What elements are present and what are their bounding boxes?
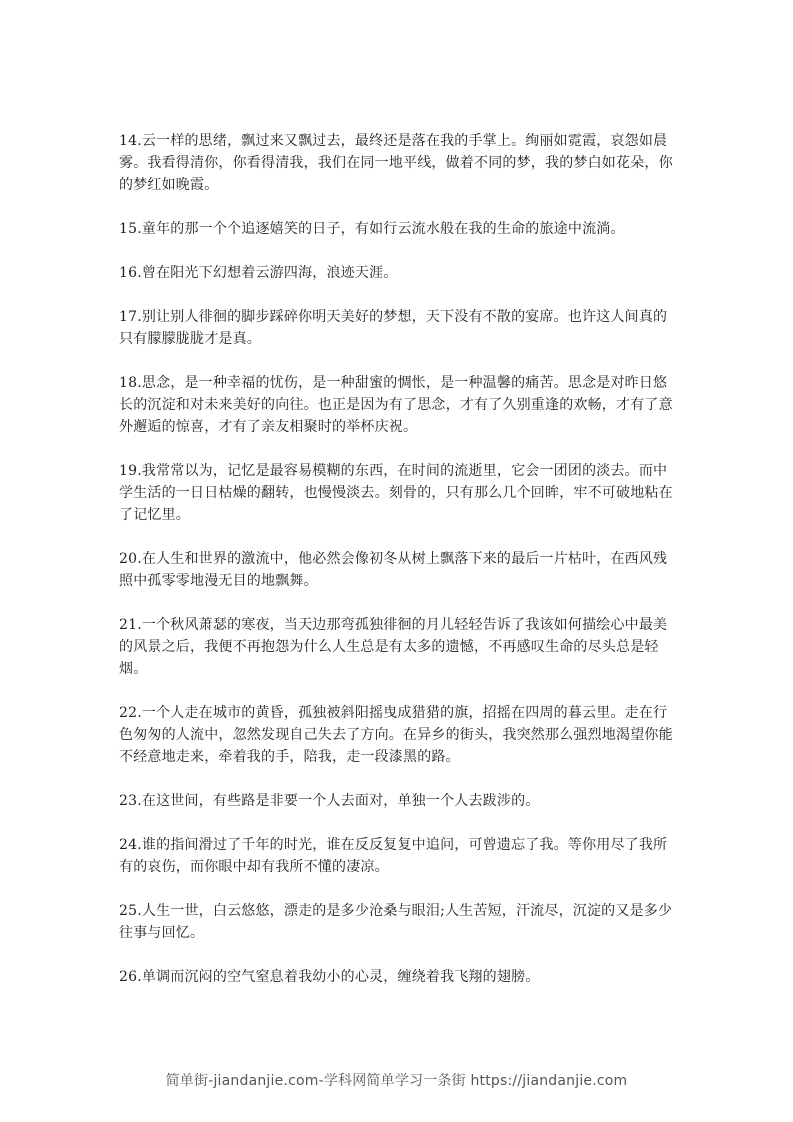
paragraph-19: 19.我常常以为，记忆是最容易模糊的东西，在时间的流逝里，它会一团团的淡去。而中学生活的一日日枯燥的翻转，也慢慢淡去。刻骨的，只有那么几个回眸，牢不可破地粘在了记忆里。 [119, 463, 673, 523]
paragraph-21: 21.一个秋风萧瑟的寒夜，当天边那弯孤独徘徊的月儿轻轻告诉了我该如何描绘心中最美的风景之后，我便不再抱怨为什么人生总是有太多的遗憾，不再感叹生命的尽头总是轻烟。 [119, 617, 668, 677]
paragraph-18: 18.思念，是一种幸福的忧伤，是一种甜蜜的惆怅，是一种温馨的痛苦。思念是对昨日悠长的沉淀和对未来美好的向往。也正是因为有了思念，才有了久别重逢的欢畅，才有了意外邂逅的惊喜，才有了亲友相聚时的举杯庆祝。 [119, 375, 673, 435]
paragraph-14: 14.云一样的思绪，飘过来又飘过去，最终还是落在我的手掌上。绚丽如霓霞，哀怨如晨雾。我看得清你，你看得清我，我们在同一地平线，做着不同的梦，我的梦白如花朵，你的梦红如晚霞。 [119, 133, 673, 193]
paragraph-25: 25.人生一世，白云悠悠，漂走的是多少沧桑与眼泪;人生苦短，汗流尽，沉淀的又是多少往事与回忆。 [119, 903, 673, 941]
paragraph-26: 26.单调而沉闷的空气窒息着我幼小的心灵，缠绕着我飞翔的翅膀。 [119, 969, 540, 985]
paragraph-22: 22.一个人走在城市的黄昏，孤独被斜阳摇曳成猎猎的旗，招摇在四周的暮云里。走在行色匆匆的人流中，忽然发现自己失去了方向。在异乡的街头，我突然那么强烈地渴望你能不经意地走来，牵着我的手，陪我，走一段漆黑的路。 [119, 705, 673, 765]
paragraph-24: 24.谁的指间滑过了千年的时光，谁在反反复复中追问，可曾遗忘了我。等你用尽了我所有的哀伤，而你眼中却有我所不懂的凄凉。 [119, 837, 668, 875]
document-body [119, 130, 679, 1010]
paragraph-23: 23.在这世间，有些路是非要一个人去面对，单独一个人去跋涉的。 [119, 793, 540, 809]
paragraph-15: 15.童年的那一个个追逐嬉笑的日子，有如行云流水般在我的生命的旅途中流淌。 [119, 221, 625, 237]
page-footer: 简单街-jiandanjie.com-学科网简单学习一条街 https://jiandanjie.com [165, 1073, 628, 1089]
paragraph-16: 16.曾在阳光下幻想着云游四海，浪迹天涯。 [119, 265, 398, 281]
paragraph-17: 17.别让别人徘徊的脚步踩碎你明天美好的梦想，天下没有不散的宴席。也许这人间真的只有朦朦胧胧才是真。 [119, 309, 668, 347]
paragraph-20: 20.在人生和世界的激流中，他必然会像初冬从树上飘落下来的最后一片枯叶，在西风残照中孤零零地漫无目的地飘舞。 [119, 551, 668, 589]
